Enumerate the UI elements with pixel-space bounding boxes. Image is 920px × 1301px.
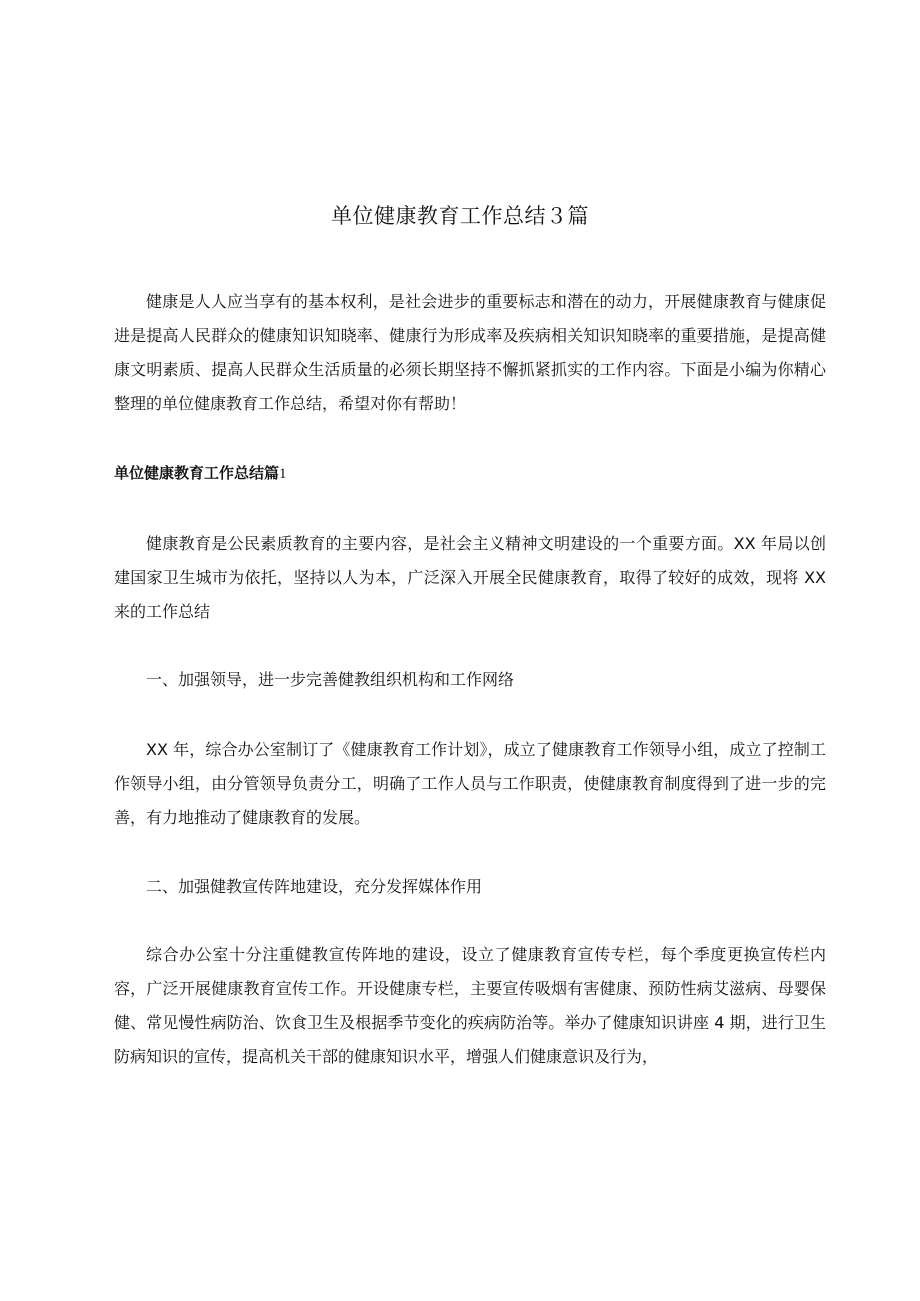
body-paragraph-1: 健康教育是公民素质教育的主要内容，是社会主义精神文明建设的一个重要方面。XX 年局以创建国家卫生城市为依托，坚持以人为本，广泛深入开展全民健康教育，取得了较好的成效，现将 XX 来的工作总结 — [114, 534, 826, 621]
body-paragraph-3: 综合办公室十分注重健教宣传阵地的建设，设立了健康教育宣传专栏，每个季度更换宣传栏内容，广泛开展健康教育宣传工作。开设健康专栏，主要宣传吸烟有害健康、预防性病艾滋病、母婴保健、常见慢性病防治、饮食卫生及根据季节变化的疾病防治等。举办了健康知识讲座 4 期，进行卫生防病知识的宣传，提高机关干部的健康知识水平，增强人们健康意识及行为， — [114, 945, 826, 1066]
intro-paragraph: 健康是人人应当享有的基本权利，是社会进步的重要标志和潜在的动力，开展健康教育与健康促进是提高人民群众的健康知识知晓率、健康行为形成率及疾病相关知识知晓率的重要措施，是提高健康文明素质、提高人民群众生活质量的必须长期坚持不懈抓紧抓实的工作内容。下面是小编为你精心整理的单位健康教育工作总结，希望对你有帮助！ — [114, 292, 826, 413]
section-title — [114, 456, 826, 491]
body-paragraph-2: XX 年，综合办公室制订了《健康教育工作计划》，成立了健康教育工作领导小组，成立了控制工作领导小组，由分管领导负责分工，明确了工作人员与工作职责，使健康教育制度得到了进一步的完善，有力地推动了健康教育的发展。 — [114, 740, 826, 827]
document-title: 单位健康教育工作总结３篇 — [331, 204, 589, 228]
subheading-1: 一、加强领导，进一步完善健教组织机构和工作网络 — [146, 670, 515, 689]
subheading-2: 二、加强健教宣传阵地建设，充分发挥媒体作用 — [146, 877, 483, 896]
section-title-number: 1 — [279, 466, 287, 482]
section-title-text: 单位健康教育工作总结篇 — [114, 464, 280, 482]
